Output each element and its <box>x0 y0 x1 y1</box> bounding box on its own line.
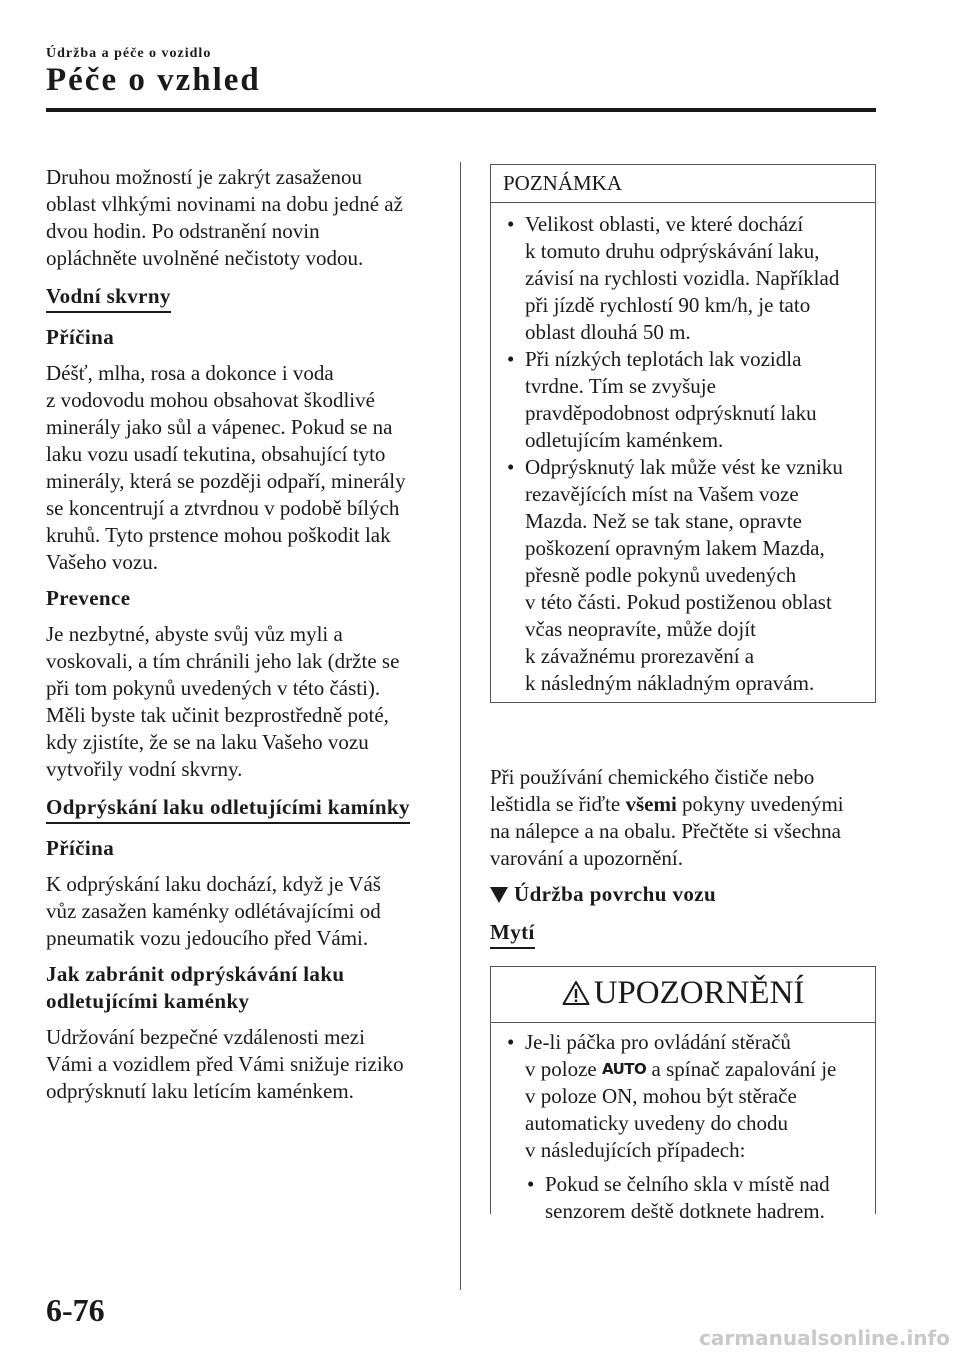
note-box <box>490 164 876 703</box>
water-spots-prevention-heading: Prevence <box>46 586 131 610</box>
header-rule <box>46 108 876 112</box>
chipping-howto-heading: Jak zabránit odprýskávání laku odletujícími kaménky <box>46 962 345 1013</box>
intro-paragraph: Druhou možností je zakrýt zasaženou oblast vlhkými novinami na dobu jedné až dvou hodin. Po odstranění novin opláchněte uvolněné nečistoty vodou. <box>46 165 403 270</box>
breadcrumb: Údržba a péče o vozidlo <box>46 46 212 61</box>
chipping-howto-text: Udržování bezpečné vzdálenosti mezi Vámi a vozidlem před Vámi snižuje riziko odprýsknutí laku letícím kaménkem. <box>46 1025 404 1103</box>
caution-list <box>491 1023 875 1225</box>
note-item-text: Velikost oblasti, ve které dochází k tomuto druhu odprýskávání laku, závisí na rychlosti vozidla. Například při jízdě rychlostí 90 km/h, je tato oblast dlouhá 50 m. <box>525 212 840 344</box>
chemical-text-part2: pokyny uvedenými na nálepce a na obalu. Přečtěte si všechna varování a upozornění. <box>490 792 844 870</box>
left-column <box>46 164 436 1114</box>
bullet-dot: • <box>527 1172 535 1196</box>
water-spots-cause-heading: Příčina <box>46 325 115 349</box>
caution-box <box>490 966 876 1223</box>
caution-item-text-pre: Je-li páčka pro ovládání stěračů v poloze <box>525 1030 791 1081</box>
chipping-heading: Odprýskání laku odletujícími kamínky <box>46 794 410 824</box>
chipping-cause-heading: Příčina <box>46 836 115 860</box>
note-title: POZNÁMKA <box>491 165 875 203</box>
caution-sub-item <box>503 1171 863 1225</box>
note-list <box>491 203 875 702</box>
note-item-text: Při nízkých teplotách lak vozidla tvrdne. Tím se zvyšuje pravděpodobnost odprýsknutí laku odletujícím kaménkem. <box>525 347 817 452</box>
page-number: 6-76 <box>46 1292 105 1328</box>
water-spots-cause-text: Déšť, mlha, rosa a dokonce i voda z vodovodu mohou obsahovat škodlivé minerály jako sůl a vápenec. Pokud se na laku vozu usadí tekutina, obsahující tyto minerály, která se později odpaří, minerály se koncentrují a ztvrdnou v podobě bílých kruhů. Tyto prstence mohou poškodit lak Vašeho vozu. <box>46 361 406 574</box>
washing-heading: Mytí <box>490 919 535 949</box>
triangle-down-icon <box>490 887 508 903</box>
note-item <box>503 346 863 454</box>
bullet-dot: • <box>507 1030 515 1054</box>
water-spots-heading: Vodní skvrny <box>46 283 171 313</box>
chemical-text-bold: všemi <box>625 792 677 816</box>
right-column <box>490 164 876 1223</box>
watermark: carmanualsonline.info <box>699 1326 950 1350</box>
caution-title-text: UPOZORNĚNÍ <box>593 975 805 1011</box>
note-item <box>503 211 863 346</box>
caution-item <box>503 1029 863 1164</box>
bullet-dot: • <box>507 212 515 236</box>
auto-position-icon: AUTO <box>601 1060 647 1078</box>
caution-item-text-post: a spínač zapalování je v poloze ON, mohou být stěrače automaticky uvedeny do chodu v následujících případech: <box>525 1057 837 1162</box>
warning-triangle-icon <box>562 980 590 1006</box>
caution-sub-item-text: Pokud se čelního skla v místě nad senzorem deště dotknete hadrem. <box>545 1172 830 1223</box>
surface-care-heading-text: Údržba povrchu vozu <box>514 882 717 906</box>
note-item <box>503 454 863 697</box>
chemical-cleaner-paragraph <box>490 764 876 872</box>
chipping-cause-text: K odprýskání laku dochází, když je Váš vůz zasažen kaménky odlétávajícími od pneumatik vozu jedoucího před Vámi. <box>46 872 381 950</box>
caution-title <box>491 967 875 1023</box>
bullet-dot: • <box>507 347 515 371</box>
chemical-text-part1: Při používání chemického čističe nebo leštidla se řiďte <box>490 765 815 816</box>
water-spots-prevention-text: Je nezbytné, abyste svůj vůz myli a voskovali, a tím chránili jeho lak (držte se při tom pokynů uvedených v této části). Měli byste tak učinit bezprostředně poté, kdy zjistíte, že se na laku Vašeho vozu vytvořily vodní skvrny. <box>46 622 400 781</box>
page-title: Péče o vzhled <box>46 62 261 98</box>
column-divider <box>460 162 461 1290</box>
bullet-dot: • <box>507 455 515 479</box>
surface-care-heading <box>490 881 876 908</box>
note-item-text: Odprýsknutý lak může vést ke vzniku rezavějících míst na Vašem voze Mazda. Než se tak stane, opravte poškození opravným lakem Mazda, přesně podle pokynů uvedených v této části. Pokud postiženou oblast včas neopravíte, může dojít k závažnému prorezavění a k následným nákladným opravám. <box>525 455 843 695</box>
